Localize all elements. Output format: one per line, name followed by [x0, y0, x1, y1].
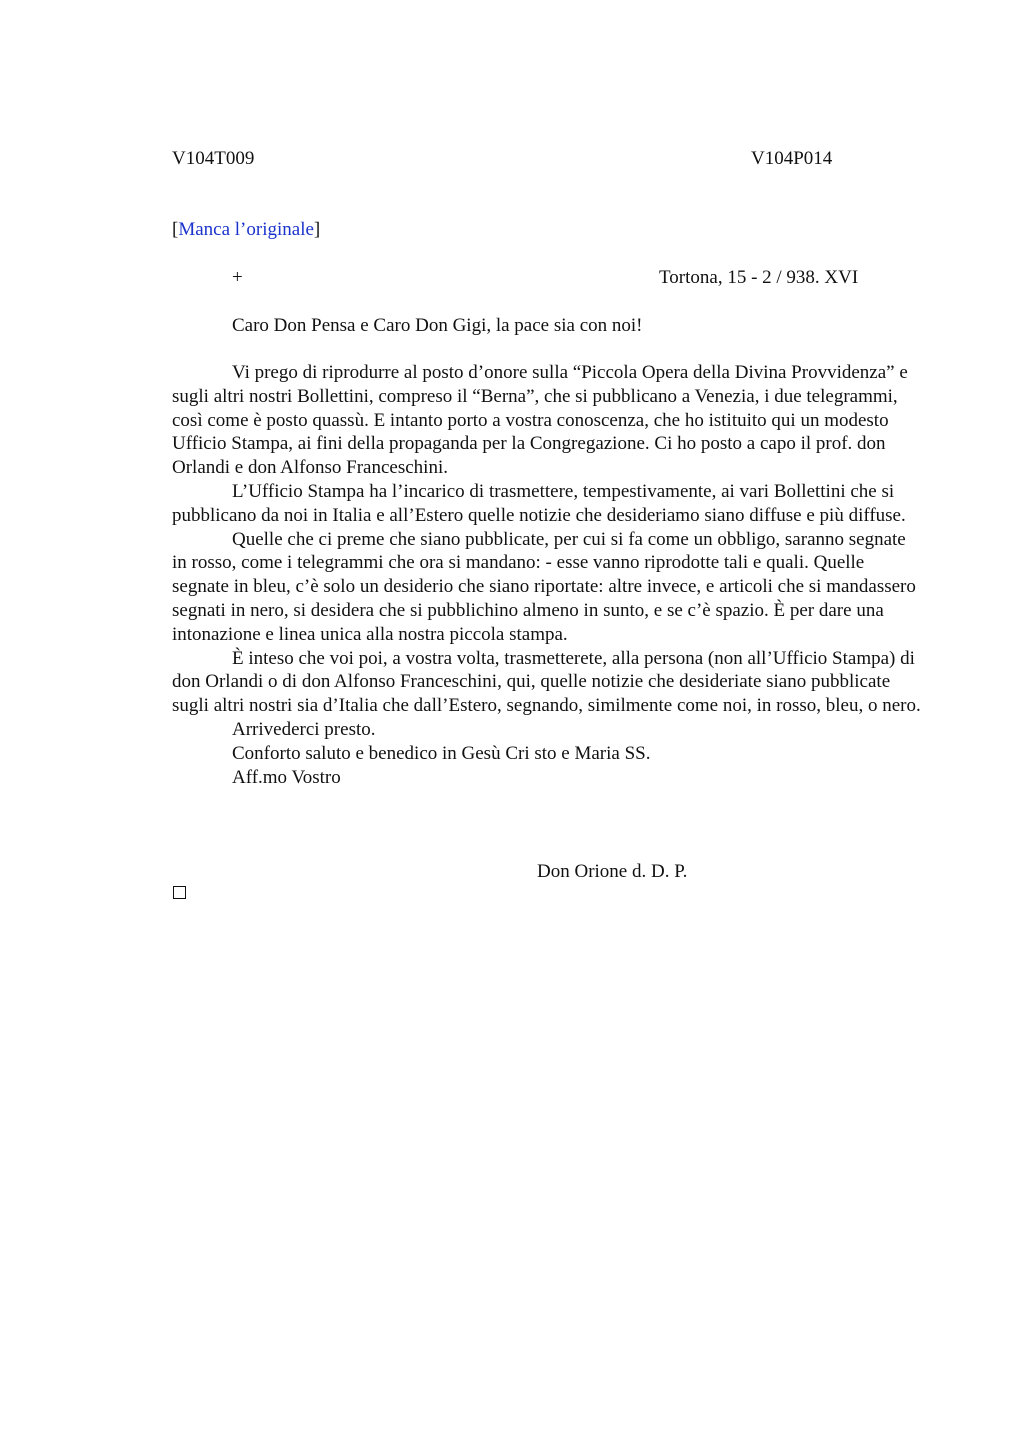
note-open-bracket: [	[172, 219, 179, 240]
paragraph-2: L’Ufficio Stampa ha l’incarico di trasmettere, tempestivamente, ai vari Bollettini che si pubblicano da noi in Italia e all’Estero quelle notizie che desideriamo siano diffuse e più diffuse.	[172, 480, 906, 526]
salutation: Caro Don Pensa e Caro Don Gigi, la pace sia con noi!	[232, 315, 643, 336]
place-date: Tortona, 15 - 2 / 938. XVI	[659, 267, 859, 288]
closing-line-1: Arrivederci presto.	[232, 718, 376, 740]
paragraph-4: È inteso che voi poi, a vostra volta, trasmetterete, alla persona (non all’Ufficio Stampa) di don Orlandi o di don Alfonso Franceschini, qui, quelle notizie che desideriate siano pubblicate sugli altri nostri sia d’Italia che dall’Estero, segnando, similmente come noi, in rosso, bleu, o nero.	[172, 647, 921, 717]
missing-original-note	[172, 218, 320, 242]
signature: Don Orione d. D. P.	[537, 861, 688, 882]
header-left-code: V104T009	[172, 148, 255, 169]
paragraph-1: Vi prego di riprodurre al posto d’onore sulla “Piccola Opera della Divina Provvidenza” e sugli altri nostri Bollettini, compreso il “Berna”, che si pubblicano a Venezia, i due telegrammi, così come è posto quassù. E intanto porto a vostra conoscenza, che ho istituito qui un modesto Ufficio Stampa, ai fini della propaganda per la Congregazione. Ci ho posto a capo il prof. don Orlandi e don Alfonso Franceschini.	[172, 362, 908, 479]
missing-original-link[interactable]: Manca l’originale	[178, 219, 314, 240]
header-right-code: V104P014	[751, 148, 833, 169]
end-of-document-box	[173, 886, 186, 899]
closing-line-2: Conforto saluto e benedico in Gesù Cri sto e Maria SS.	[232, 742, 651, 764]
note-close-bracket: ]	[313, 219, 321, 240]
letter-body	[172, 361, 924, 789]
cross-mark: +	[232, 267, 243, 288]
paragraph-3: Quelle che ci preme che siano pubblicate, per cui si fa come un obbligo, saranno segnate in rosso, come i telegrammi che ora si mandano: - esse vanno riprodotte tali e quali. Quelle segnate in bleu, c’è solo un desiderio che siano riportate: altre invece, e articoli che si mandassero segnati in nero, si desidera che si pubblichino almeno in sunto, e se c’è spazio. È per dare una intonazione e linea unica alla nostra piccola stampa.	[172, 528, 916, 645]
closing-line-3: Aff.mo Vostro	[232, 766, 341, 788]
